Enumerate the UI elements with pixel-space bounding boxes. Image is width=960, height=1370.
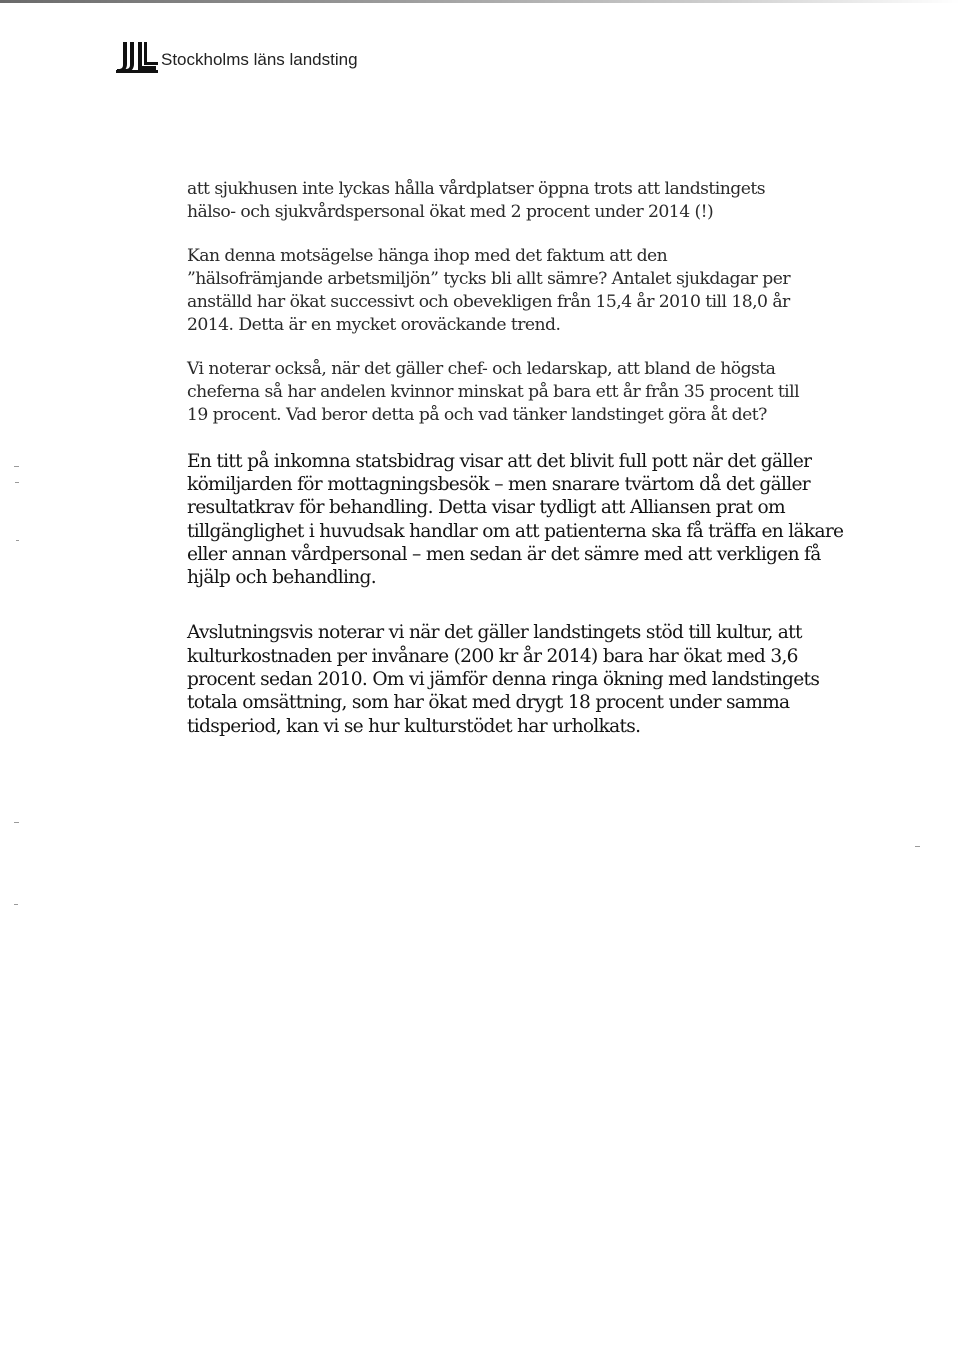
- text-line: hjälp och behandling.: [187, 567, 376, 589]
- paragraph-3: [187, 358, 857, 428]
- jll-logo: [116, 40, 158, 74]
- text-line: cheferna så har andelen kvinnor minskat på bara ett år från 35 procent till: [187, 382, 800, 403]
- text-line: kömiljarden för mottagningsbesök – men snarare tvärtom då det gäller: [187, 473, 810, 495]
- text-line: Kan denna motsägelse hänga ihop med det faktum att den: [187, 245, 668, 266]
- org-name: Stockholms läns landsting: [161, 50, 358, 69]
- text-line: totala omsättning, som har ökat med drygt 18 procent under samma: [187, 692, 790, 714]
- text-line: anställd har ökat successivt och obevekligen från 15,4 år 2010 till 18,0 år: [187, 292, 790, 313]
- text-line: ”hälsofrämjande arbetsmiljön” tycks bli allt sämre? Antalet sjukdagar per: [187, 268, 790, 289]
- text-line: hälso- och sjukvårdspersonal ökat med 2 procent under 2014 (!): [187, 202, 714, 223]
- paragraph-2: [187, 245, 857, 338]
- scan-edge-rule: [0, 0, 960, 3]
- text-line: 2014. Detta är en mycket oroväckande trend.: [187, 315, 561, 336]
- paragraph-4: [187, 450, 857, 590]
- text-line: eller annan vårdpersonal – men sedan är det sämre med att verkligen få: [187, 543, 821, 565]
- scan-speck: [15, 482, 19, 483]
- paragraph-5: [187, 621, 857, 737]
- text-line: att sjukhusen inte lyckas hålla vårdplatser öppna trots att landstingets: [187, 179, 765, 199]
- text-line: tidsperiod, kan vi se hur kulturstödet har urholkats.: [187, 715, 641, 737]
- scan-speck: [16, 540, 19, 541]
- letter-body: [187, 178, 857, 758]
- scan-speck: [14, 904, 18, 905]
- text-line: kulturkostnaden per invånare (200 kr år 2014) bara har ökat med 3,6: [187, 645, 798, 667]
- text-line: resultatkrav för behandling. Detta visar tydligt att Alliansen prat om: [187, 497, 785, 519]
- text-line: Avslutningsvis noterar vi när det gäller landstingets stöd till kultur, att: [187, 622, 802, 644]
- paragraph-1: [187, 178, 857, 225]
- scan-speck: [14, 822, 19, 823]
- letterhead: [116, 40, 358, 74]
- text-line: En titt på inkomna statsbidrag visar att det blivit full pott när det gäller: [187, 450, 812, 472]
- text-line: procent sedan 2010. Om vi jämför denna ringa ökning med landstingets: [187, 669, 820, 691]
- text-line: 19 procent. Vad beror detta på och vad tänker landstinget göra åt det?: [187, 405, 767, 426]
- scan-speck: [14, 466, 19, 467]
- scan-speck: [915, 846, 920, 847]
- text-line: tillgänglighet i huvudsak handlar om att patienterna ska få träffa en läkare: [187, 520, 844, 542]
- text-line: Vi noterar också, när det gäller chef- och ledarskap, att bland de högsta: [187, 358, 776, 379]
